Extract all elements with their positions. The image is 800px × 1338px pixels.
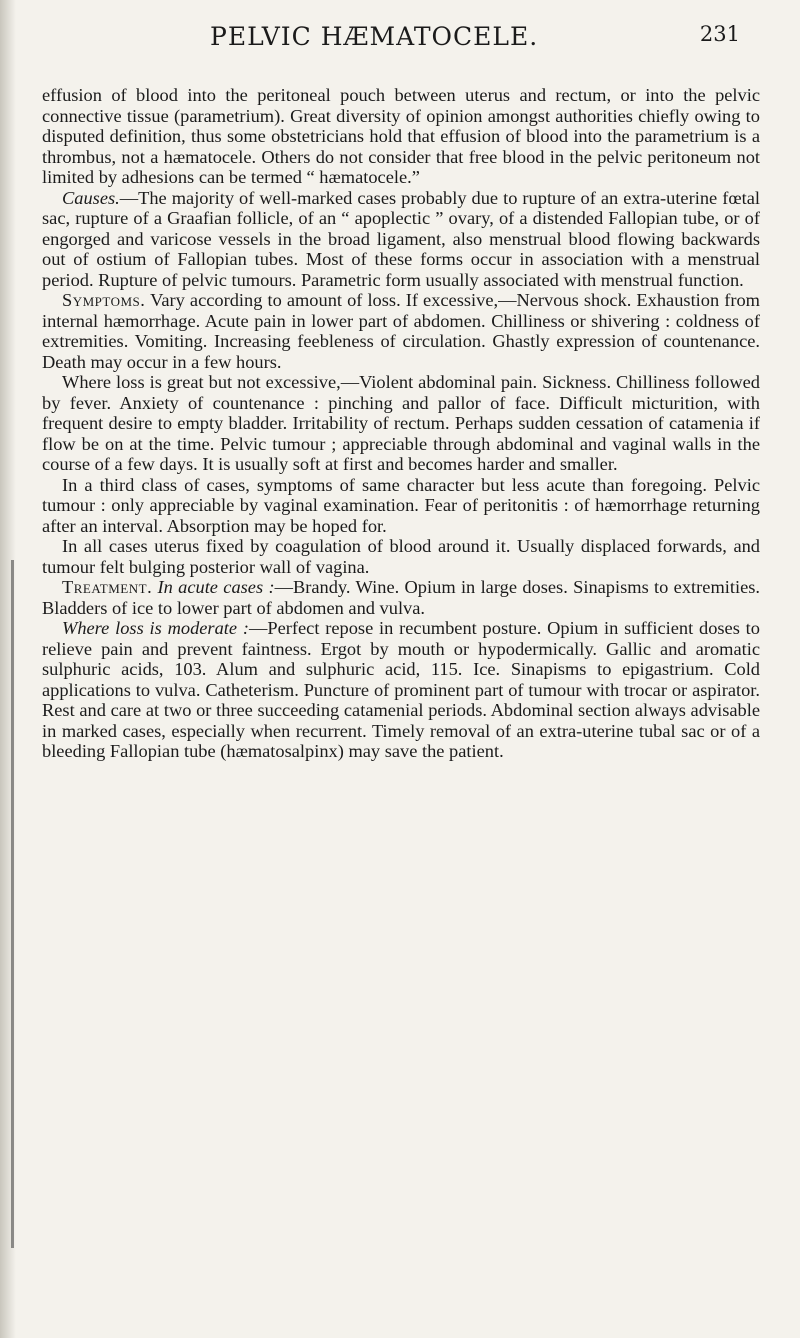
paragraph-text: Vary according to amount of loss. If excessive,—Nervous shock. Exhaustion from internal hæmorrhage. Acute pain in lower part of abdomen. Chilliness or shivering : coldness of extremities. Vomiting. Increasing feebleness of circulation. Ghastly expression of countenance. Death may occur in a few hours. xyxy=(42,290,760,372)
paragraph-all-cases xyxy=(42,536,760,577)
page-number: 231 xyxy=(699,22,740,46)
paragraph-third-class xyxy=(42,475,760,537)
causes-heading: Causes. xyxy=(62,187,120,208)
paragraph-moderate-treatment xyxy=(42,618,760,762)
running-title: PELVIC HÆMATOCELE. xyxy=(210,22,539,51)
paragraph-text: In all cases uterus fixed by coagulation of blood around it. Usually displaced forwards, and tumour felt bulging posterior wall of vagina. xyxy=(42,536,760,577)
moderate-loss-subheading: Where loss is moderate : xyxy=(62,618,249,638)
paragraph-symptoms xyxy=(42,290,760,372)
body-text xyxy=(42,85,760,762)
paragraph-text: —Perfect repose in recumbent posture. Opium in sufficient doses to relieve pain and prevent faintness. Ergot by mouth or hypodermically. Gallic and aromatic sulphuric acids, 103. Alum and sulphuric acid, 115. Ice. Sinapisms to epigastrium. Cold applications to vulva. Catheterism. Puncture of prominent part of tumour with trocar or aspirator. Rest and care at two or three succeeding catamenial periods. Abdominal section always advisable in marked cases, especially when recurrent. Timely removal of an extra-uterine tubal sac or of a bleeding Fallopian tube (hæmatosalpinx) may save the patient. xyxy=(42,618,760,761)
paragraph-text: —Brandy. Wine. Opium in large doses. Sinapisms to extremities. Bladders of ice to lower part of abdomen and vulva. xyxy=(42,577,760,618)
paragraph-definition xyxy=(42,85,760,188)
treatment-heading: Treatment. xyxy=(62,577,153,597)
page-header xyxy=(210,22,740,62)
acute-cases-subheading: In acute cases : xyxy=(157,577,275,597)
paragraph-text: —The majority of well-marked cases probably due to rupture of an extra-uterine fœtal sac, rupture of a Graafian follicle, of an “ apoplectic ” ovary, of a distended Fallopian tube, or of engorged and varicose vessels in the broad ligament, also menstrual blood flowing backwards out of ostium of Fallopian tubes. Most of these forms occur in association with a menstrual period. Rupture of pelvic tumours. Parametric form usually associated with menstrual function. xyxy=(42,187,760,290)
paragraph-text: In a third class of cases, symptoms of same character but less acute than foregoing. Pelvic tumour : only appreciable by vaginal examination. Fear of peritonitis : of hæmorrhage returning after an interval. Absorption may be hoped for. xyxy=(42,474,760,536)
paragraph-treatment xyxy=(42,577,760,618)
paragraph-text: effusion of blood into the peritoneal pouch between uterus and rectum, or into the pelvic connective tissue (parametrium). Great diversity of opinion amongst authorities chiefly owing to disputed definition, thus some obstetricians hold that effusion of blood into the parametrium is a thrombus, not a hæmatocele. Others do not consider that free blood in the pelvic peritoneum not limited by adhesions can be termed “ hæmatocele.” xyxy=(42,85,760,187)
paragraph-causes xyxy=(42,188,760,291)
symptoms-heading: Symptoms. xyxy=(62,290,146,310)
paragraph-text: Where loss is great but not excessive,—Violent abdominal pain. Sickness. Chilliness followed by fever. Anxiety of countenance : pinching and pallor of face. Difficult micturition, with frequent desire to empty bladder. Irritability of rectum. Perhaps sudden cessation of catamenia if flow be on at the time. Pelvic tumour ; appreciable through abdominal and vaginal walls in the course of a few days. It is usually soft at first and becomes harder and smaller. xyxy=(42,372,760,474)
binding-edge xyxy=(11,560,14,1248)
paragraph-moderate-loss xyxy=(42,372,760,475)
